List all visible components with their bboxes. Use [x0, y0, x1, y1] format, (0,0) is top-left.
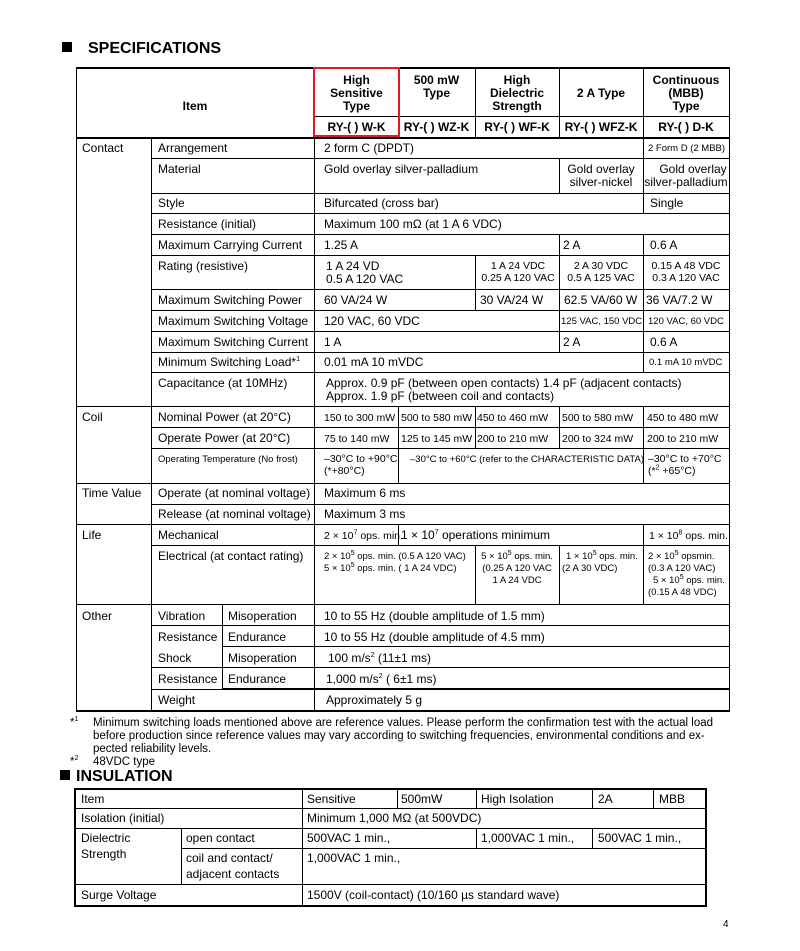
footnote-2-mark: *$^2$: [70, 755, 79, 768]
specifications-title: SPECIFICATIONS: [62, 40, 221, 58]
arrangement-value: 2 form C (DPDT): [324, 141, 414, 155]
model-d-k: RY-( ) D-K: [658, 120, 714, 134]
insulation-title: INSULATION: [60, 768, 173, 786]
group-life: Life: [82, 528, 102, 542]
item-header: Item: [182, 99, 208, 113]
vibration-misoperation-label: Misoperation: [228, 609, 297, 623]
row-label-shock: Shock: [158, 651, 192, 665]
nominal-power-c3: 450 to 460 mW: [477, 412, 549, 424]
column-header-high-sensitive: High Sensitive Type: [330, 73, 383, 113]
vibration-misoperation-value: 10 to 55 Hz (double amplitude of 1.5 mm): [324, 609, 545, 623]
rating-2a: 2 A 30 VDC 0.5 A 125 VAC: [567, 260, 635, 284]
row-label-operate-power: Operate Power (at 20°C): [158, 431, 291, 445]
min-sw-load-mbb: 0.1 mA 10 mVDC: [649, 357, 723, 368]
row-label-max-switching-power: Maximum Switching Power: [158, 293, 303, 307]
row-label-release-time: Release (at nominal voltage): [158, 507, 311, 521]
surge-voltage-label: Surge Voltage: [81, 888, 157, 902]
row-label-resistance: Resistance (initial): [158, 217, 257, 231]
nominal-power-c4: 500 to 580 mW: [562, 412, 634, 424]
footnote-2-text: 48VDC type: [93, 756, 156, 768]
rating-hd: 1 A 24 VDC 0.25 A 120 VAC: [481, 260, 555, 284]
vibration-endurance-label: Endurance: [228, 630, 287, 644]
electrical-mbb: $2 \times 10^5$ opsmin. (0.3 A 120 VAC) $5 \times 10^5$ ops. min. (0.15 A 48 VDC): [648, 549, 725, 598]
insulation-header-sensitive: Sensitive: [307, 792, 356, 806]
op-temp-c1: –30°C to +90°C (*+80°C): [324, 453, 398, 477]
arrangement-mbb: 2 Form D (2 MBB): [648, 143, 726, 154]
square-bullet-icon: [60, 770, 70, 780]
row-label-nominal-power: Nominal Power (at 20°C): [158, 410, 291, 424]
row-label-operate-time: Operate (at nominal voltage): [158, 486, 311, 500]
row-label-weight: Weight: [158, 693, 196, 707]
coil-contact-label: coil and contact/ adjacent contacts: [186, 851, 280, 881]
row-label-mechanical: Mechanical: [158, 528, 219, 542]
max-sw-power-2a: 62.5 VA/60 W: [564, 293, 638, 307]
operate-time-value: Maximum 6 ms: [324, 486, 406, 500]
vibration-endurance-value: 10 to 55 Hz (double amplitude of 4.5 mm): [324, 630, 545, 644]
max-sw-current-value: 1 A: [324, 335, 342, 349]
group-contact: Contact: [82, 141, 124, 155]
operate-power-c1: 75 to 140 mW: [324, 433, 390, 445]
weight-value: Approximately 5 g: [326, 693, 423, 707]
op-temp-mid: –30°C to +60°C (refer to the CHARACTERISTIC DATA): [410, 454, 644, 465]
open-contact-value-2: 1,000VAC 1 min.,: [481, 831, 575, 845]
model-wz-k: RY-( ) WZ-K: [403, 120, 470, 134]
style-value: Bifurcated (cross bar): [324, 196, 439, 210]
open-contact-value-3: 500VAC 1 min.,: [598, 831, 682, 845]
model-wfz-k: RY-( ) WFZ-K: [564, 120, 638, 134]
mechanical-c1: $2 \times 10^7$ ops. min.: [324, 529, 403, 542]
electrical-hd: $5 \times 10^5$ ops. min. (0.25 A 120 VAC 1 A 24 VDC: [481, 549, 553, 586]
style-mbb: Single: [650, 196, 684, 210]
row-label-max-switching-voltage: Maximum Switching Voltage: [158, 314, 309, 328]
operate-power-c2: 125 to 145 mW: [401, 433, 473, 445]
nominal-power-c5: 450 to 480 mW: [647, 412, 719, 424]
max-sw-power-hd: 30 VA/24 W: [480, 293, 544, 307]
row-label-vibration-resistance: Resistance: [158, 630, 218, 644]
nominal-power-c1: 150 to 300 mW: [324, 412, 396, 424]
operate-power-c5: 200 to 210 mW: [647, 433, 719, 445]
max-sw-current-2a: 2 A: [563, 335, 581, 349]
row-label-max-switching-current: Maximum Switching Current: [158, 335, 309, 349]
shock-misoperation-label: Misoperation: [228, 651, 297, 665]
insulation-header-2a: 2A: [598, 792, 613, 806]
isolation-label: Isolation (initial): [81, 811, 165, 825]
dielectric-label: Dielectric Strength: [81, 831, 131, 861]
max-sw-voltage-value: 120 VAC, 60 VDC: [324, 314, 420, 328]
open-contact-label: open contact: [186, 831, 255, 845]
surge-voltage-value: 1500V (coil-contact) (10/160 µs standard wave): [307, 888, 560, 902]
max-sw-voltage-mbb: 120 VAC, 60 VDC: [648, 316, 724, 327]
group-coil: Coil: [82, 410, 103, 424]
max-sw-power-value: 60 VA/24 W: [324, 293, 388, 307]
column-header-mbb: Continuous (MBB) Type: [652, 73, 720, 113]
row-label-material: Material: [158, 162, 201, 176]
resistance-value: Maximum 100 mΩ (at 1 A 6 VDC): [324, 217, 502, 231]
mechanical-mbb: $1 \times 10^8$ ops. min.: [649, 529, 728, 542]
row-label-rating: Rating (resistive): [158, 259, 249, 273]
nominal-power-c2: 500 to 580 mW: [401, 412, 473, 424]
mechanical-mid: $1 \times 10^7$ operations minimum: [401, 528, 550, 542]
row-label-arrangement: Arrangement: [158, 141, 228, 155]
isolation-value: Minimum 1,000 MΩ (at 500VDC): [307, 811, 482, 825]
model-wf-k: RY-( ) WF-K: [484, 120, 550, 134]
column-header-high-dielectric: High Dielectric Strength: [489, 73, 545, 113]
model-w-k: RY-( ) W-K: [327, 120, 386, 134]
row-label-min-switching-load: Minimum Switching Load*$^1$: [158, 355, 300, 369]
row-label-vibration: Vibration: [158, 609, 206, 623]
group-time-value: Time Value: [82, 486, 142, 500]
op-temp-mbb: –30°C to +70°C (*$^2$ +65°C): [648, 453, 722, 477]
row-label-operating-temperature: Operating Temperature (No frost): [158, 454, 298, 465]
open-contact-value-1: 500VAC 1 min.,: [307, 831, 391, 845]
coil-contact-value: 1,000VAC 1 min.,: [307, 851, 401, 865]
footnote-1-mark: *$^1$: [70, 716, 79, 729]
material-2a: Gold overlay silver-nickel: [567, 162, 635, 189]
material-value: Gold overlay silver-palladium: [324, 162, 479, 176]
operate-power-c3: 200 to 210 mW: [477, 433, 549, 445]
footnote-1-text: Minimum switching loads mentioned above are reference values. Please perform the confirmation test with the actual load before production since reference values may vary according to switching frequencies, environmental conditions and ex- pected reliability levels.: [93, 717, 714, 755]
operate-power-c4: 200 to 324 mW: [562, 433, 634, 445]
max-carrying-value: 1.25 A: [324, 238, 359, 252]
electrical-2a: $1 \times 10^5$ ops. min. (2 A 30 VDC): [562, 549, 638, 574]
row-label-style: Style: [158, 196, 185, 210]
row-label-shock-resistance: Resistance: [158, 672, 218, 686]
rating-mbb: 0.15 A 48 VDC 0.3 A 120 VAC: [651, 260, 721, 284]
insulation-header-item: Item: [81, 792, 105, 806]
page-number: 4: [723, 919, 729, 930]
insulation-header-500mw: 500mW: [401, 792, 443, 806]
rating-value: 1 A 24 VD 0.5 A 120 VAC: [326, 259, 404, 286]
max-carrying-mbb: 0.6 A: [650, 238, 678, 252]
release-time-value: Maximum 3 ms: [324, 507, 406, 521]
max-sw-voltage-2a: 125 VAC, 150 VDC: [561, 316, 643, 327]
insulation-header-mbb: MBB: [659, 792, 686, 806]
material-mbb: Gold overlay silver-palladium: [644, 162, 728, 189]
column-header-500mw: 500 mW Type: [413, 73, 460, 100]
max-carrying-2a: 2 A: [563, 238, 581, 252]
row-label-electrical: Electrical (at contact rating): [158, 549, 304, 563]
group-other: Other: [82, 609, 113, 623]
column-header-2a: 2 A Type: [576, 86, 626, 100]
row-label-max-carrying-current: Maximum Carrying Current: [158, 238, 303, 252]
max-sw-current-mbb: 0.6 A: [650, 335, 678, 349]
square-bullet-icon: [62, 42, 72, 52]
electrical-c1: $2 \times 10^5$ ops. min. (0.5 A 120 VAC) $5 \times 10^5$ ops. min. ( 1 A 24 VDC): [324, 549, 466, 574]
capacitance-value: Approx. 0.9 pF (between open contacts) 1.4 pF (adjacent contacts) Approx. 1.9 pF (between coil and contacts): [326, 376, 682, 403]
min-sw-load-value: 0.01 mA 10 mVDC: [324, 355, 424, 369]
row-label-capacitance: Capacitance (at 10MHz): [158, 376, 288, 390]
shock-endurance-label: Endurance: [228, 672, 287, 686]
shock-misoperation-value: 100 $m/s^2$ (11±1 ms): [328, 651, 431, 665]
insulation-header-high-isolation: High Isolation: [481, 792, 554, 806]
shock-endurance-value: 1,000 $m/s^2$ ( 6±1 ms): [326, 672, 437, 686]
max-sw-power-mbb: 36 VA/7.2 W: [646, 293, 713, 307]
